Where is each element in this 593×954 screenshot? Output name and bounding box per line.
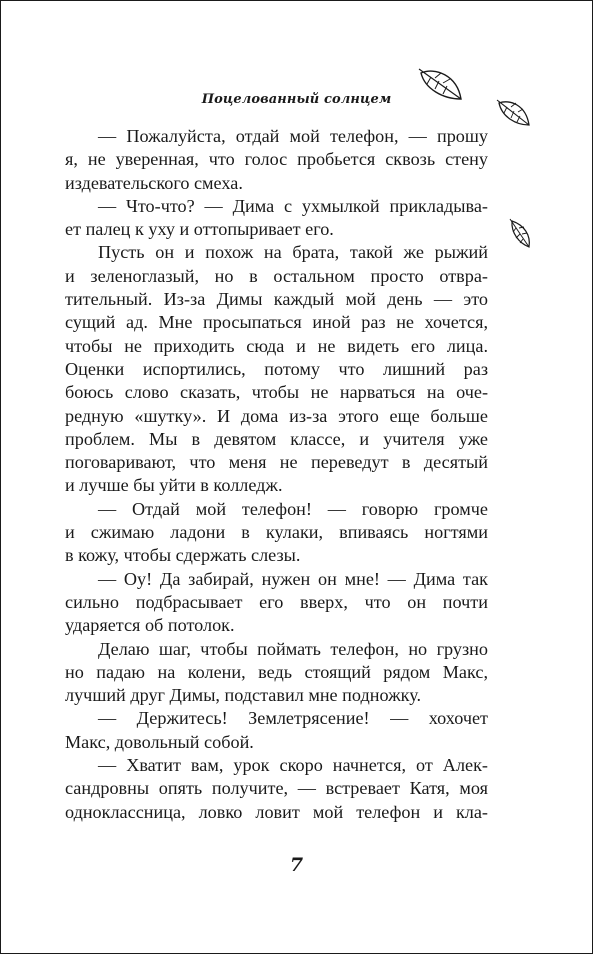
text-line: Макс, довольный собой. <box>65 731 254 752</box>
text-line: Оценки испортились, потому что лишний раз <box>65 358 488 379</box>
text-line: — Хватит вам, урок скоро начнется, от Алек- <box>98 755 488 776</box>
text-line: ет палец к уху и оттопыривает его. <box>65 219 334 240</box>
text-line: поговаривают, что меня не переведут в десятый <box>65 452 488 473</box>
text-line: — Что-что? — Дима с ухмылкой прикладыва- <box>98 195 488 216</box>
text-line: и зеленоглазый, но в остальном просто отвра- <box>65 265 488 286</box>
text-line: и сжимаю ладони в кулаки, впиваясь ногтями <box>65 522 488 543</box>
text-line: чтобы не приходить сюда и не видеть его лица. <box>65 335 488 356</box>
text-line: — Оу! Да забирай, нужен он мне! — Дима так <box>98 568 488 589</box>
text-line: редную «шутку». И дома из-за этого еще больше <box>65 405 488 426</box>
text-line: издевательского смеха. <box>65 172 243 193</box>
text-line: но падаю на колени, ведь стоящий рядом Макс, <box>65 661 488 682</box>
text-line: — Пожалуйста, отдай мой телефон, — прошу <box>98 126 488 146</box>
body-text <box>65 125 488 824</box>
leaf-icon <box>417 65 465 105</box>
text-line: сандровны опять получите, — встревает Катя, моя <box>65 778 488 799</box>
text-line: — Держитесь! Землетрясение! — хохочет <box>98 708 488 729</box>
text-line: боюсь слово сказать, чтобы не нарваться на оче- <box>65 382 488 403</box>
running-title: Поцелованный солнцем <box>201 92 392 107</box>
text-line: лучший друг Димы, подставил мне подножку. <box>65 685 422 706</box>
text-line: проблем. Мы в девятом классе, и учителя уже <box>65 428 488 449</box>
page-number: 7 <box>289 854 304 876</box>
text-line: я, не уверенная, что голос пробьется сквозь стену <box>65 149 488 170</box>
text-line: ударяется об потолок. <box>65 615 235 636</box>
text-line: Пусть он и похож на брата, такой же рыжий <box>98 242 488 263</box>
text-line: сильно подбрасывает его вверх, что он почти <box>65 591 488 612</box>
text-line: Делаю шаг, чтобы поймать телефон, но грузно <box>98 638 488 659</box>
text-line: сущий ад. Мне просыпаться иной раз не хочется, <box>65 312 488 333</box>
text-line: тительный. Из-за Димы каждый мой день — это <box>65 289 488 310</box>
text-line: — Отдай мой телефон! — говорю громче <box>98 498 488 519</box>
leaf-icon <box>496 97 532 129</box>
text-line: в кожу, чтобы сдержать слезы. <box>65 545 301 566</box>
text-line: одноклассница, ловко ловит мой телефон и кла- <box>65 801 488 822</box>
text-line: и лучше бы уйти в колледж. <box>65 475 283 496</box>
leaf-icon <box>509 219 533 249</box>
